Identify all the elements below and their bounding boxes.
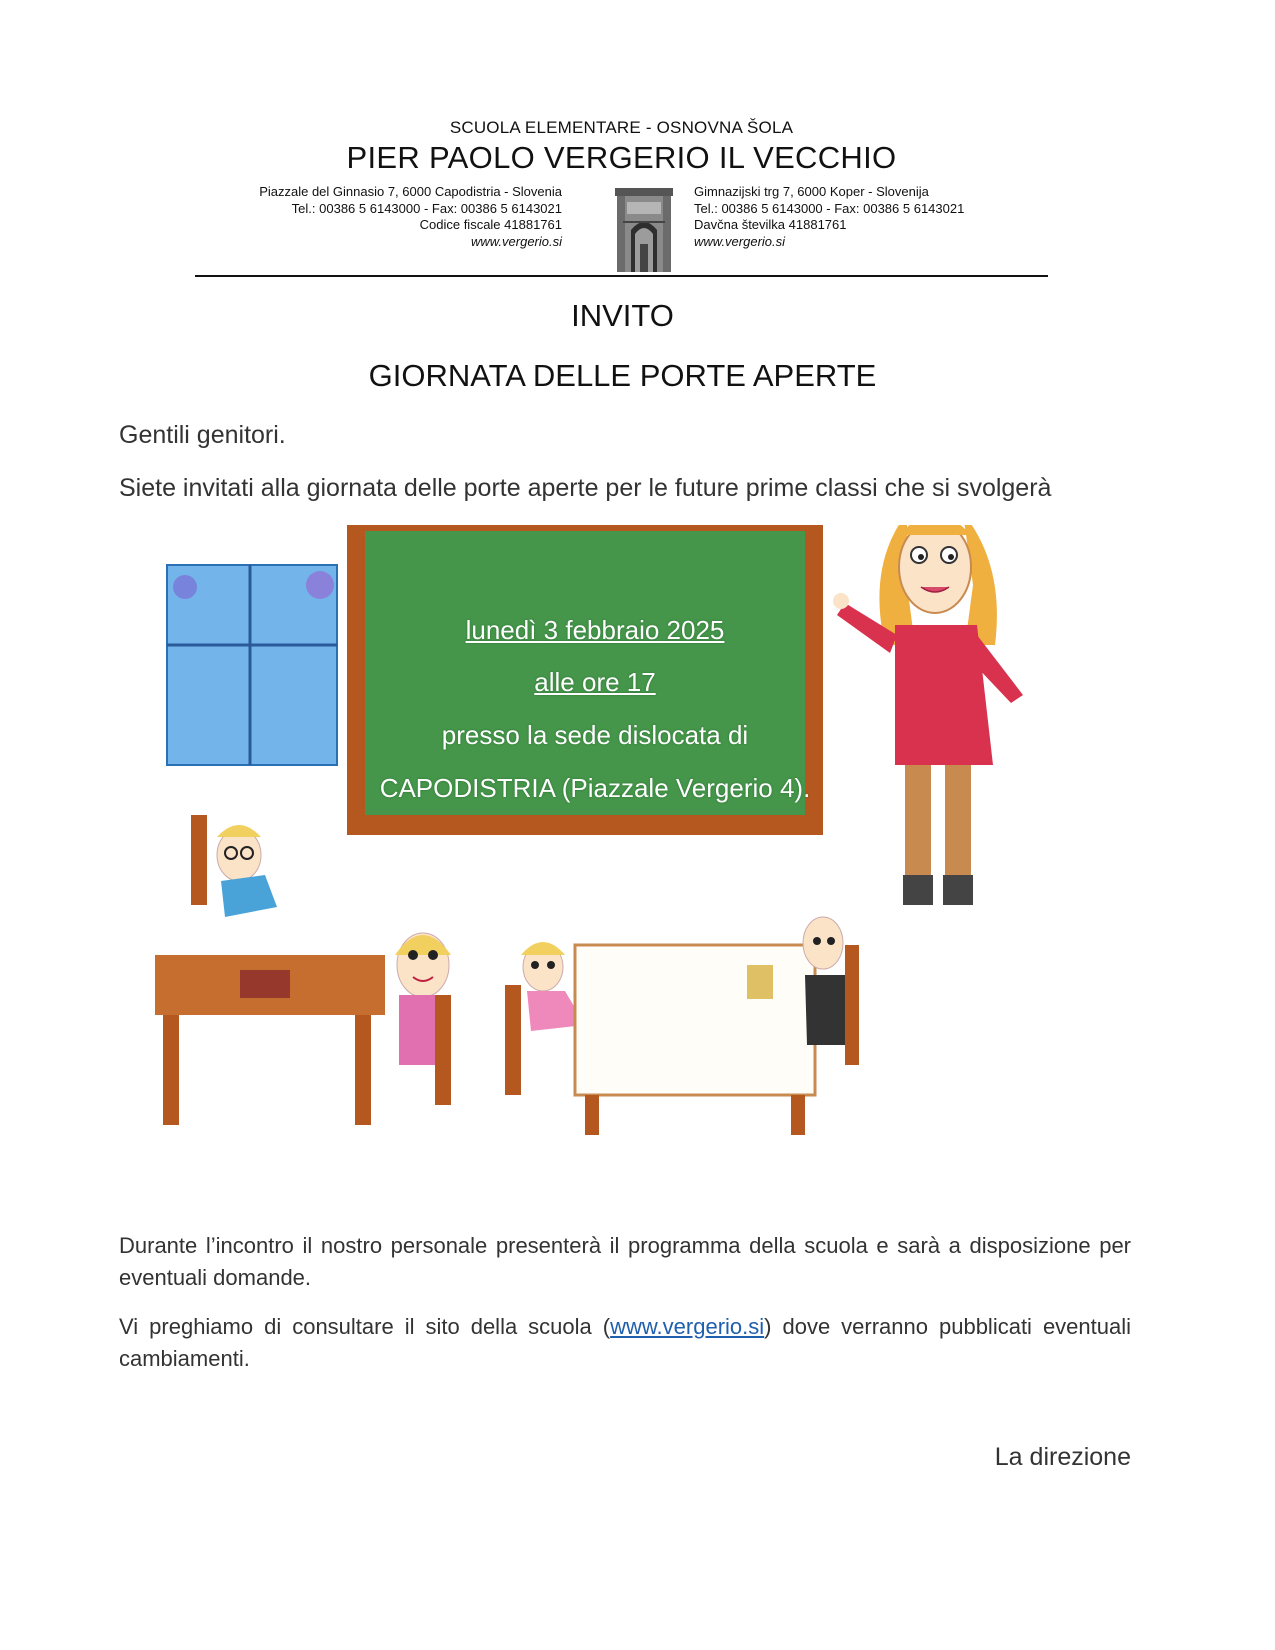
phone-it: Tel.: 00386 5 6143000 - Fax: 00386 5 6143021	[291, 200, 562, 216]
school-type: SCUOLA ELEMENTARE - OSNOVNA ŠOLA	[449, 118, 794, 137]
website-it: www.vergerio.si	[470, 233, 562, 249]
event-place: presso la sede dislocata di	[441, 720, 749, 750]
event-date: lunedì 3 febbraio 2025	[465, 615, 725, 645]
right-desk-drawing	[505, 917, 859, 1135]
school-building-logo	[613, 186, 675, 274]
paragraph-website	[119, 1311, 1131, 1375]
address-it: Piazzale del Ginnasio 7, 6000 Capodistria - Slovenia	[259, 184, 562, 199]
phone-sl: Tel.: 00386 5 6143000 - Fax: 00386 5 6143021	[694, 200, 965, 216]
letterhead-left-contact	[259, 184, 562, 250]
letterhead-right-contact	[694, 184, 964, 250]
address-sl: Gimnazijski trg 7, 6000 Koper - Slovenija	[694, 184, 929, 199]
event-address: CAPODISTRIA (Piazzale Vergerio 4).	[379, 773, 811, 803]
paragraph-durante: Durante l’incontro il nostro personale presenterà il programma della scuola e sarà a disposizione per eventuali domande.	[119, 1233, 1131, 1290]
letterhead	[195, 112, 1048, 277]
page-title: INVITO	[571, 298, 674, 333]
left-desk-drawing	[155, 815, 451, 1125]
event-time: alle ore 17	[534, 667, 656, 697]
paragraph-website-text-end: ) dove verranno pubblicati eventuali cambiamenti.	[119, 1314, 1132, 1371]
letterhead-divider	[195, 275, 1048, 277]
school-website-link[interactable]: www.vergerio.si	[610, 1314, 765, 1339]
website-sl: www.vergerio.si	[694, 233, 786, 249]
school-name: PIER PAOLO VERGERIO IL VECCHIO	[346, 140, 897, 175]
classroom-drawing	[155, 525, 1095, 1195]
signature: La direzione	[994, 1443, 1131, 1471]
teacher-drawing	[833, 525, 1023, 905]
tax-it: Codice fiscale 41881761	[419, 217, 562, 232]
greeting: Gentili genitori.	[119, 421, 286, 449]
page-subtitle: GIORNATA DELLE PORTE APERTE	[368, 358, 877, 393]
tax-sl: Davčna številka 41881761	[694, 217, 847, 232]
paragraph-website-text-start: Vi preghiamo di consultare il sito della scuola (	[119, 1314, 611, 1339]
intro-paragraph: Siete invitati alla giornata delle porte aperte per le future prime classi che si svolgerà	[119, 474, 1052, 502]
window-drawing	[167, 565, 337, 765]
